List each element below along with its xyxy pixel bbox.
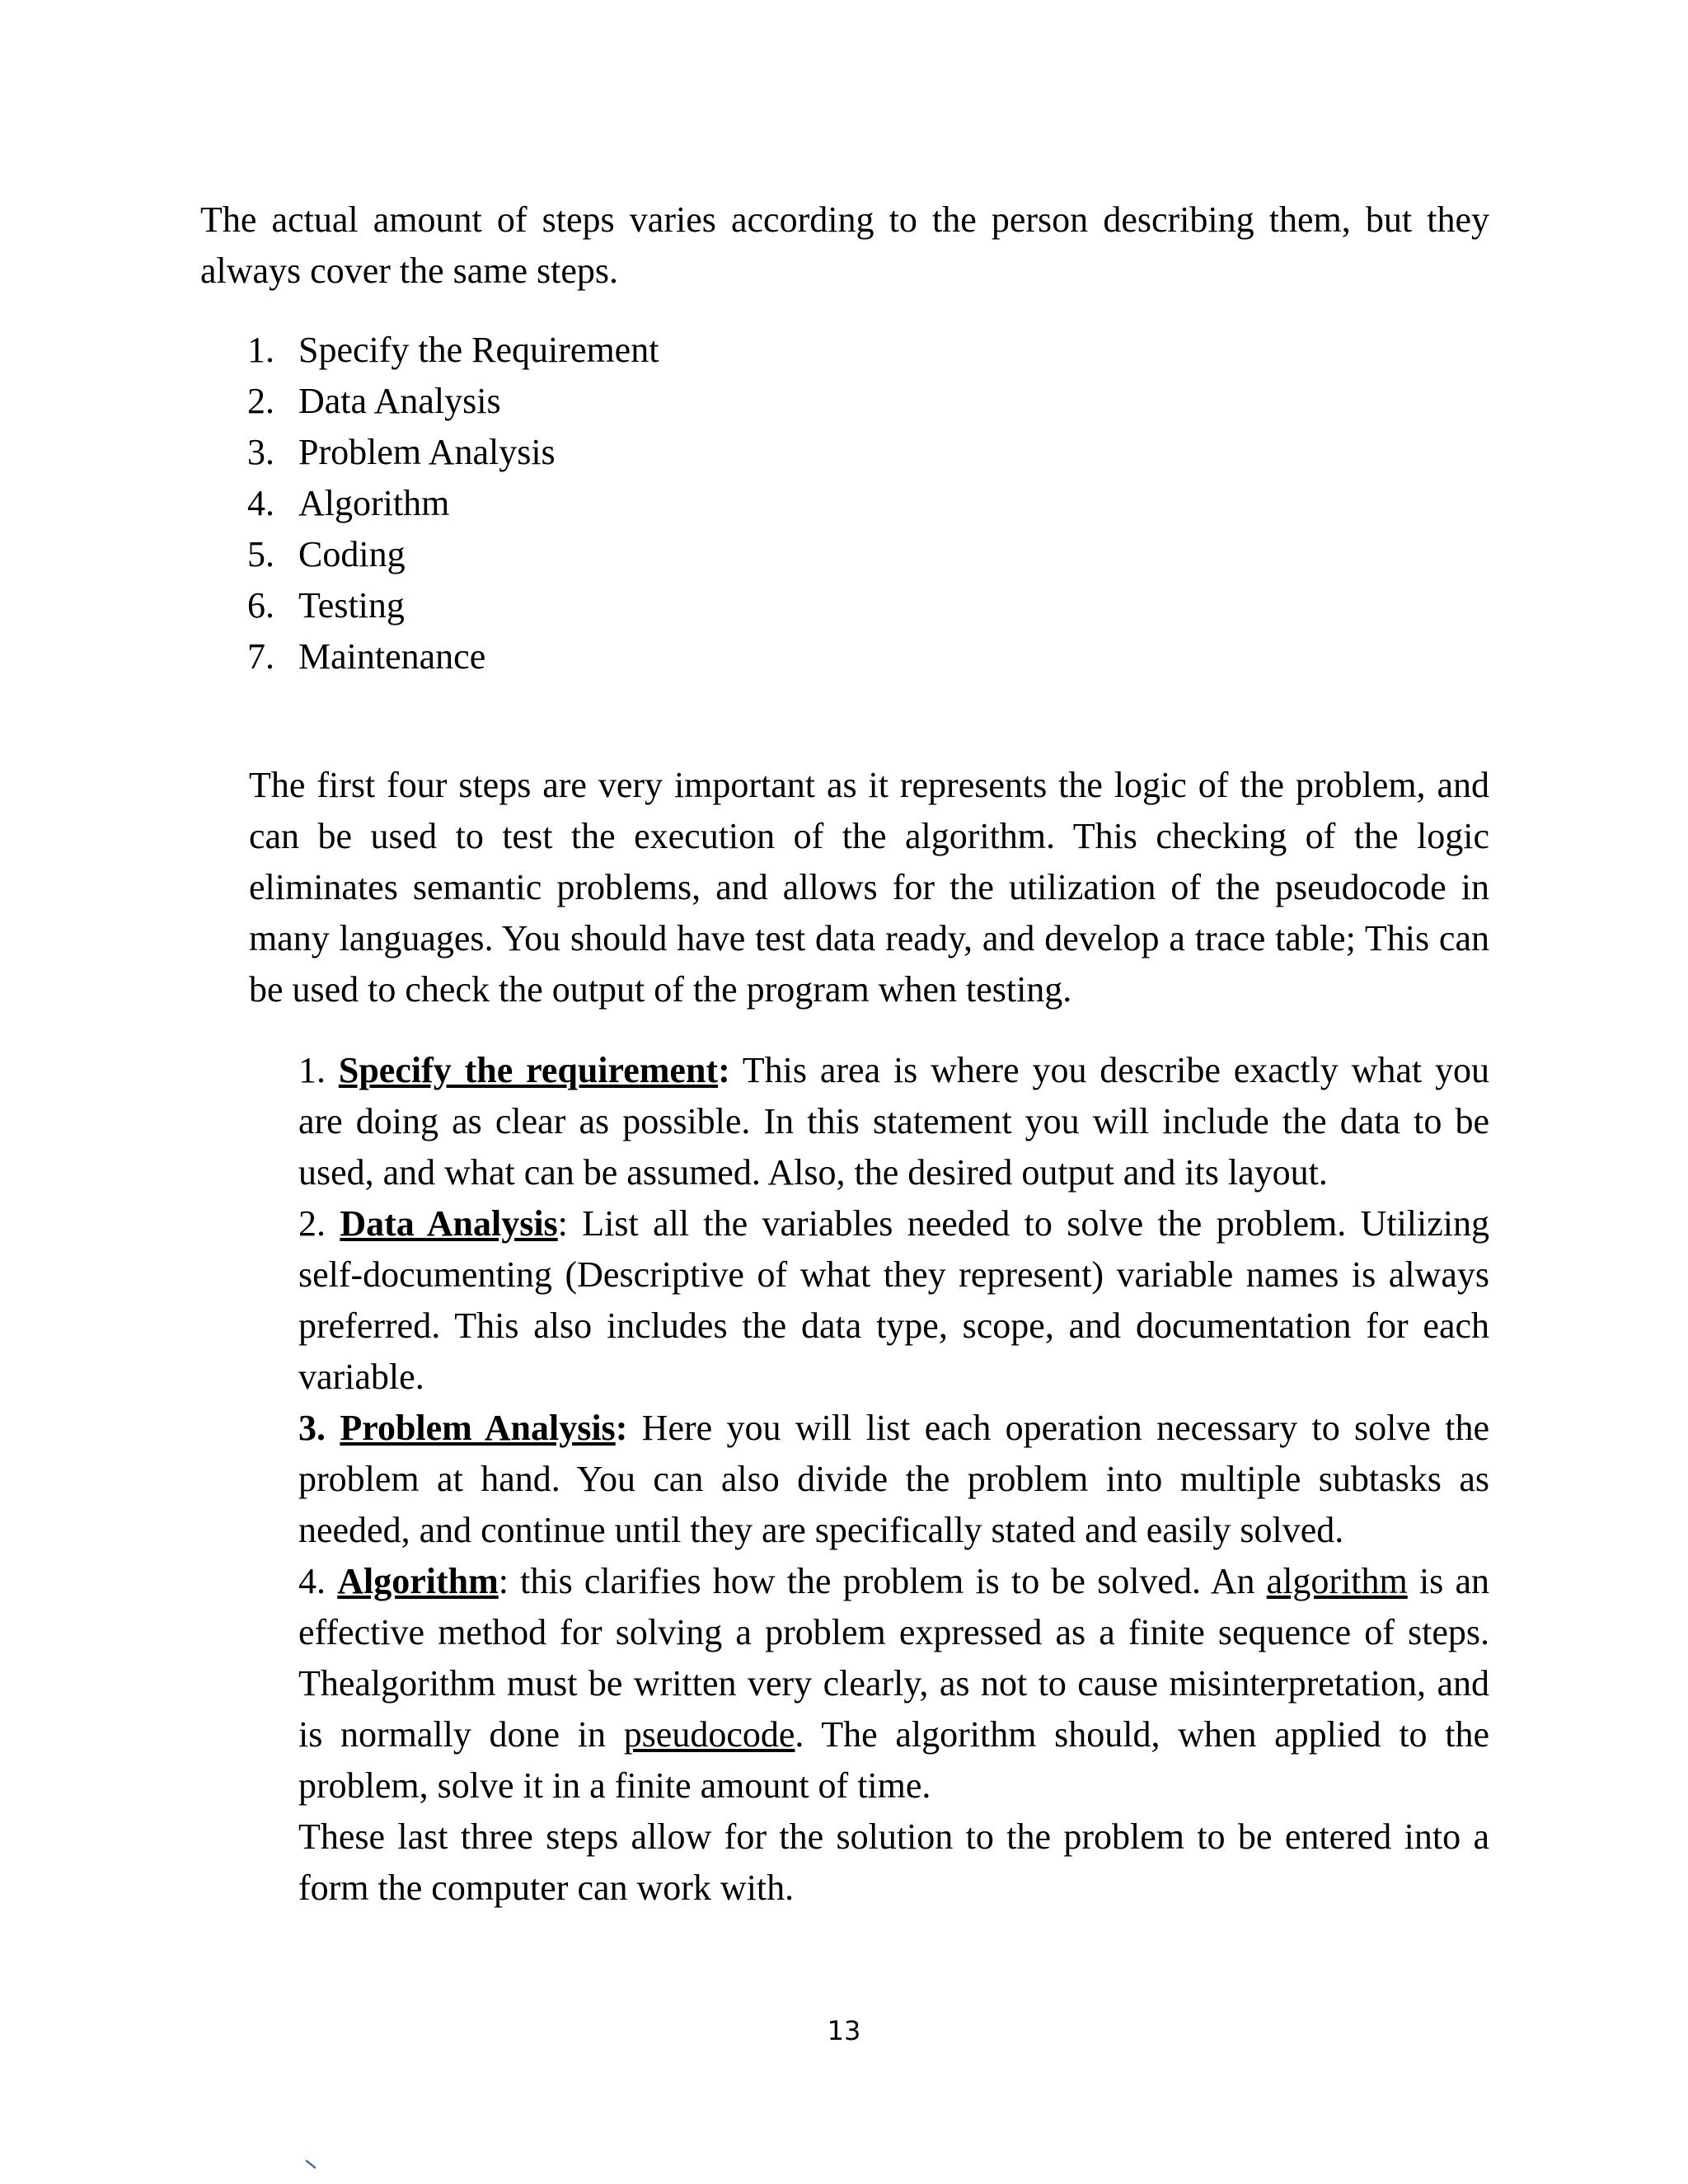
chevron-right-icon bbox=[305, 2159, 320, 2174]
detail-term: Specify the requirement bbox=[338, 1050, 719, 1090]
detail-number: 2. bbox=[298, 1203, 326, 1244]
list-item-label: Maintenance bbox=[298, 636, 486, 677]
page-number: 13 bbox=[827, 2015, 861, 2046]
detail-requirement bbox=[298, 1045, 1489, 1198]
list-item bbox=[247, 376, 659, 427]
list-item-number: 2. bbox=[247, 381, 274, 421]
detail-term: Data Analysis bbox=[340, 1203, 558, 1244]
list-item-label: Data Analysis bbox=[298, 381, 501, 421]
detail-text: List all the variables needed to solve the problem. Utilizing self-documenting (Descriptive of what they represent) variable names is always preferred. This also includes the data type, scope, and documentation for each variable. bbox=[298, 1203, 1489, 1397]
list-item-number: 3. bbox=[247, 432, 274, 472]
detail-separator: : bbox=[557, 1203, 568, 1244]
list-item-label: Algorithm bbox=[298, 483, 450, 523]
steps-list bbox=[247, 325, 659, 682]
list-item-number: 4. bbox=[247, 483, 274, 523]
list-item bbox=[247, 427, 659, 478]
detail-text: This area is where you describe exactly what you are doing as clear as possible. In this statement you will include the data to be used, and what can be assumed. Also, the desired output and its layout. bbox=[298, 1050, 1489, 1193]
detail-number: 3. bbox=[298, 1408, 326, 1448]
list-item bbox=[247, 580, 659, 631]
detail-term: Problem Analysis bbox=[340, 1408, 616, 1448]
detail-separator: : bbox=[718, 1050, 730, 1090]
list-item-number: 7. bbox=[247, 636, 274, 677]
detail-number: 4. bbox=[298, 1561, 326, 1601]
detail-number: 1. bbox=[298, 1050, 326, 1090]
list-item-label: Problem Analysis bbox=[298, 432, 556, 472]
list-item-number: 6. bbox=[247, 585, 274, 626]
list-item bbox=[247, 631, 659, 682]
detail-text: is an effective method for solving a problem expressed as a finite sequence of steps. Thealgorithm must be written very clearly, as not to cause misinterpretation, and is normally done in bbox=[298, 1561, 1489, 1755]
detail-algorithm bbox=[298, 1556, 1489, 1811]
detail-data-analysis bbox=[298, 1198, 1489, 1403]
algorithm-link[interactable]: algorithm bbox=[1266, 1561, 1408, 1601]
list-item-number: 1. bbox=[247, 330, 274, 370]
pseudocode-link[interactable]: pseudocode bbox=[623, 1714, 795, 1755]
detail-text: this clarifies how the problem is to be solved. An bbox=[508, 1561, 1267, 1601]
closing-paragraph: These last three steps allow for the solution to the problem to be entered into a form the computer can work with. bbox=[298, 1816, 1489, 1908]
logic-paragraph: The first four steps are very important as it represents the logic of the problem, and can be used to test the execution of the algorithm. This checking of the logic eliminates semantic problems, and allows for the utilization of the pseudocode in many languages. You should have test data ready, and develop a trace table; This can be used to check the output of the program when testing. bbox=[249, 765, 1489, 1010]
step-details bbox=[298, 1045, 1489, 1914]
list-item-number: 5. bbox=[247, 534, 274, 574]
list-item-label: Coding bbox=[298, 534, 406, 574]
detail-separator: : bbox=[615, 1408, 628, 1448]
list-item-label: Testing bbox=[298, 585, 405, 626]
detail-term: Algorithm bbox=[337, 1561, 499, 1601]
detail-problem-analysis bbox=[298, 1403, 1489, 1556]
list-item bbox=[247, 529, 659, 580]
list-item-label: Specify the Requirement bbox=[298, 330, 659, 370]
detail-separator: : bbox=[498, 1561, 509, 1601]
detail-text: Here you will list each operation necessary to solve the problem at hand. You can also divide the problem into multiple subtasks as needed, and continue until they are specifically stated and easily solved. bbox=[298, 1408, 1490, 1550]
list-item bbox=[247, 478, 659, 529]
detail-text: . The algorithm should, when applied to the problem, solve it in a finite amount of time. bbox=[298, 1714, 1489, 1806]
intro-paragraph: The actual amount of steps varies according to the person describing them, but they always cover the same steps. bbox=[200, 199, 1489, 291]
list-item bbox=[247, 325, 659, 376]
